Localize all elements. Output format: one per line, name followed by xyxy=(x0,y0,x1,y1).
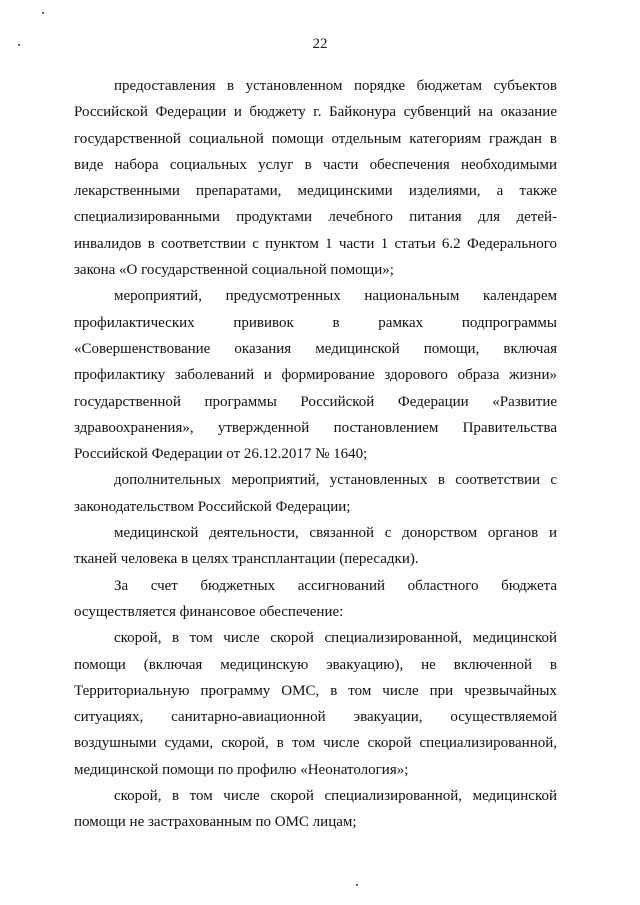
scan-speck xyxy=(356,884,358,886)
page-number: 22 xyxy=(312,36,328,52)
paragraph-uninsured-care: скорой, в том числе скорой специализированной, медицинской помощи не застрахованным по ОМС лицам; xyxy=(74,788,557,831)
paragraph-subventions: предоставления в установленном порядке бюджетам субъектов Российской Федерации и бюджету г. Байконура субвенций на оказание государственной социальной помощи отдельным категориям граждан в виде набора социальных услуг в части обеспечения необходимыми лекарственными препаратами, медицинскими изделиями, а также специализированными продуктами лечебного питания для детей-инвалидов в соответствии с пунктом 1 части 1 статьи 6.2 Федерального закона «О государственной социальной помощи»; xyxy=(74,78,557,279)
document-body xyxy=(74,73,557,836)
paragraph-vaccination-calendar: мероприятий, предусмотренных национальным календарем профилактических прививок в рамках подпрограммы «Совершенствование оказания медицинской помощи, включая профилактику заболеваний и формирование здорового образа жизни» государственной программы Российской Федерации «Развитие здравоохранения», утвержденной постановлением Правительства Российской Федерации от 26.12.2017 № 1640; xyxy=(74,288,557,463)
paragraph-organ-donation: медицинской деятельности, связанной с донорством органов и тканей человека в целях трансплантации (пересадки). xyxy=(74,525,557,568)
scan-speck xyxy=(42,12,44,14)
paragraph-emergency-care: скорой, в том числе скорой специализированной, медицинской помощи (включая медицинскую эвакуацию), не включенной в Территориальную программу ОМС, в том числе при чрезвычайных ситуациях, санитарно-авиационной эвакуации, осуществляемой воздушными судами, скорой, в том числе скорой специализированной, медицинской помощи по профилю «Неонатология»; xyxy=(74,630,557,778)
paragraph-regional-budget: За счет бюджетных ассигнований областного бюджета осуществляется финансовое обеспечение: xyxy=(74,577,557,620)
paragraph-additional-measures: дополнительных мероприятий, установленных в соответствии с законодательством Российской Федерации; xyxy=(74,472,557,515)
